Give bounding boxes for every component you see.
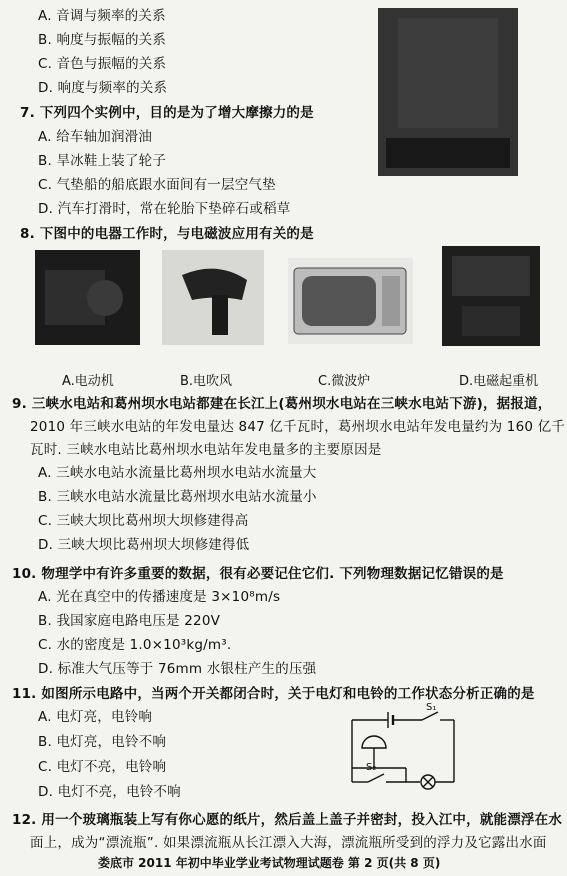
switch-s2 <box>368 774 384 782</box>
q6-option-d: D. 响度与频率的关系 <box>38 80 168 96</box>
q10-option-c: C. 水的密度是 1.0×10³kg/m³. <box>38 637 232 653</box>
q6-option-c: C. 音色与振幅的关系 <box>38 56 167 72</box>
switch-s1 <box>422 712 438 720</box>
q8-hairdryer-photo <box>162 250 264 345</box>
q8-caption-d: D.电磁起重机 <box>459 374 539 389</box>
q11-option-c: C. 电灯不亮，电铃响 <box>38 759 167 775</box>
q9-option-c: C. 三峡大坝比葛州坝大坝修建得高 <box>38 513 249 529</box>
s1-label: S₁ <box>426 702 437 713</box>
q9-line-1: 9. 三峡水电站和葛州坝水电站都建在长江上(葛州坝水电站在三峡水电站下游)，据报道， <box>12 396 552 412</box>
q12-line-1: 12. 用一个玻璃瓶装上写有你心愿的纸片，然后盖上盖子并密封，投入江中，就能漂浮在水 <box>12 812 563 828</box>
page-footer: 娄底市 2011 年初中毕业学业考试物理试题卷 第 2 页(共 8 页) <box>98 856 441 870</box>
q6-option-b: B. 响度与振幅的关系 <box>38 32 167 48</box>
q11-circuit-diagram <box>348 702 458 798</box>
circuit-svg <box>348 702 458 798</box>
q8-motor-photo <box>35 250 140 345</box>
q8-stem: 8. 下图中的电器工作时，与电磁波应用有关的是 <box>20 226 314 242</box>
q8-caption-b: B.电吹风 <box>180 374 233 389</box>
q11-option-b: B. 电灯亮，电铃不响 <box>38 734 167 750</box>
q7-stem: 7. 下列四个实例中，目的是为了增大摩擦力的是 <box>20 105 314 121</box>
q10-stem: 10. 物理学中有许多重要的数据，很有必要记住它们. 下列物理数据记忆错误的是 <box>12 566 504 582</box>
q11-stem: 11. 如图所示电路中，当两个开关都闭合时，关于电灯和电铃的工作状态分析正确的是 <box>12 686 535 702</box>
q9-option-d: D. 三峡大坝比葛州坝大坝修建得低 <box>38 537 250 553</box>
q9-option-b: B. 三峡水电站水流量比葛州坝水电站水流量小 <box>38 489 317 505</box>
q8-caption-a: A.电动机 <box>62 374 114 389</box>
q9-option-a: A. 三峡水电站水流量比葛州坝水电站水流量大 <box>38 465 317 481</box>
q6-option-a: A. 音调与频率的关系 <box>38 8 166 24</box>
q7-option-d: D. 汽车打滑时，常在轮胎下垫碎石或稻草 <box>38 201 291 217</box>
q9-line-3: 瓦时. 三峡水电站比葛州坝水电站年发电量多的主要原因是 <box>30 442 382 458</box>
q10-option-a: A. 光在真空中的传播速度是 3×10⁸m/s <box>38 589 281 605</box>
bell-shape <box>362 736 386 748</box>
q8-crane-photo <box>442 246 540 346</box>
q7-option-b: B. 旱冰鞋上装了轮子 <box>38 153 167 169</box>
q8-caption-c: C.微波炉 <box>318 374 371 389</box>
q11-option-d: D. 电灯不亮，电铃不响 <box>38 784 181 800</box>
q7-option-c: C. 气垫船的船底跟水面间有一层空气垫 <box>38 177 276 193</box>
q7-option-a: A. 给车轴加润滑油 <box>38 129 153 145</box>
q6-photo-art <box>378 8 518 176</box>
s2-label: S₂ <box>366 762 377 773</box>
q8-microwave-photo <box>288 258 413 344</box>
motor-image <box>35 250 140 345</box>
q11-option-a: A. 电灯亮，电铃响 <box>38 709 153 725</box>
microwave-image <box>288 258 413 344</box>
crane-image <box>442 246 540 346</box>
q9-line-2: 2010 年三峡水电站的年发电量达 847 亿千瓦时，葛州坝水电站年发电量约为 160 亿千 <box>30 419 566 435</box>
q12-line-2: 面上，成为“漂流瓶”. 如果漂流瓶从长江漂入大海，漂流瓶所受到的浮力及它露出水面 <box>30 835 547 851</box>
q6-photo <box>378 8 518 176</box>
q10-option-d: D. 标准大气压等于 76mm 水银柱产生的压强 <box>38 661 317 677</box>
hairdryer-image <box>162 250 264 345</box>
q10-option-b: B. 我国家庭电路电压是 220V <box>38 613 221 629</box>
